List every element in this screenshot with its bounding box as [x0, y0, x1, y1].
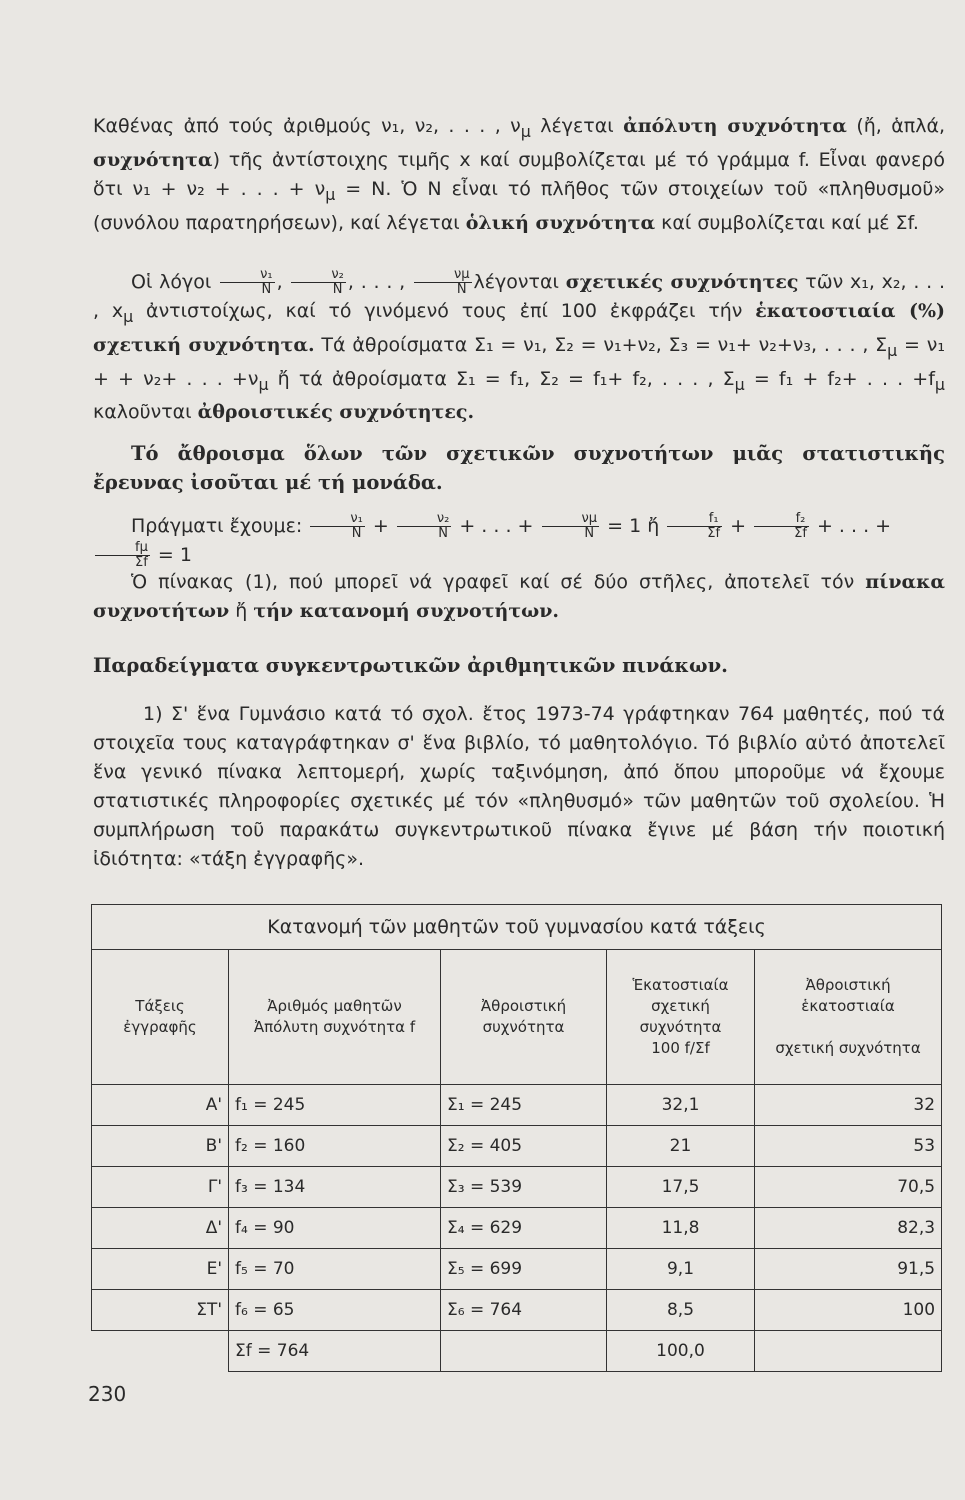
text: Καθένας ἀπό τούς ἀριθμούς ν₁, ν₂, . . . , ν: [93, 115, 521, 137]
cell-cum: 53: [755, 1126, 942, 1167]
cell-class: Ε': [92, 1249, 229, 1290]
cell-rel: 32,1: [607, 1085, 755, 1126]
text: = N. Ὁ N εἶναι τό πλῆθος τῶν στοιχείων τοῦ «πληθυσμοῦ» (συνόλου παρατηρήσεων), καί λέγεται: [93, 177, 945, 234]
text: = f₁ + f₂+ . . . +f: [744, 367, 935, 390]
bold-term: τήν κατανομή συχνοτήτων.: [253, 600, 559, 622]
cell-sum: Σ₆ = 764: [441, 1290, 607, 1331]
text: ) τῆς ἀντίστοιχης τιμῆς x καί συμβολίζεται μέ τό γράμμα f. Εἶναι φανερό ὅτι ν₁ + ν₂ + . . . + ν: [93, 148, 945, 200]
subscript: μ: [520, 121, 531, 141]
fraction: $\frac{\text{ν₁}}{N}$: [220, 268, 274, 297]
text: καί συμβολίζεται καί μέ Σf.: [655, 211, 919, 234]
text: Πράγματι ἔχουμε:: [131, 515, 303, 537]
bold-term: ἑκατοστιαία (%) σχετική συχνότητα.: [93, 300, 945, 356]
text: τῶν x₁, x₂, . . . , x: [93, 271, 946, 322]
paragraph-relative-frequency: Οἱ λόγοι $\frac{\text{ν₁}}{N}$ , $\frac{\text{ν₂}}{N}$ , . . . , $\frac{\nu\mu}{N}$ λέγονται σχετικές συχνότητες τῶν x₁, x₂, . . . , $x_\mu$ ἀντιστοίχως, καί τό γινόμενό τους ἐπί 100 ἐκφράζει τήν ἑκατοστιαία (%) σχετική συχνότητα. Τά ἀθροίσματα Σ₁ = ν₁, Σ₂ = ν₁+ν₂, Σ₃ = ν₁+ ν₂+ν₃, . . . , $\Sigma_\mu = \nu_1$ + + ν₂+ . . . $+\nu_\mu$ ἤ τά ἀθροίσματα Σ₁ = f₁, Σ₂ = f₁+ f₂, . . . , $\Sigma_\mu = f_1 + f_2+$ . . . $+f_\mu$ καλοῦνται ἀθροιστικές συχνότητες.: [93, 267, 946, 424]
table-row: [92, 1208, 942, 1249]
section-heading: Παραδείγματα συγκεντρωτικῶν ἀριθμητικῶν πινάκων.: [93, 654, 728, 677]
text: + . . . +: [816, 515, 892, 537]
paragraph-frequency-table: [93, 568, 945, 626]
cell-class: Γ': [92, 1167, 229, 1208]
table-row: [92, 1126, 942, 1167]
cell-cum: 82,3: [755, 1208, 942, 1249]
table-row: [92, 1290, 942, 1331]
text: λέγεται: [530, 115, 624, 137]
cell-sum: Σ₂ = 405: [441, 1126, 607, 1167]
text: Οἱ λόγοι: [131, 271, 212, 293]
table-row: [92, 1085, 942, 1126]
text: ἤ: [229, 600, 254, 622]
fraction: $\frac{\text{ν₂}}{N}$: [397, 512, 451, 541]
cell-f: f₆ = 65: [229, 1290, 441, 1331]
fraction: $\frac{\text{ν₂}}{N}$: [291, 268, 345, 297]
cell-f: f₅ = 70: [229, 1249, 441, 1290]
fraction: $\frac{\nu\mu}{N}$: [414, 268, 472, 297]
paragraph-example-1: 1) Σ' ἕνα Γυμνάσιο κατά τό σχολ. ἔτος 1973-74 γράφτηκαν 764 μαθητές, πού τά στοιχεῖα τους καταγράφτηκαν σ' ἕνα βιβλίο, τό μαθητολόγιο. Τό βιβλίο αὐτό ἀποτελεῖ ἕνα γενικό πίνακα λεπτομερή, χωρίς ταξινόμηση, ἀπό ὅπου μποροῦμε νά ἔχουμε στατιστικές πληροφορίες σχετικές μέ τόν «πληθυσμό» τῶν μαθητῶν τοῦ σχολείου. Ἡ συμπλήρωση τοῦ παρακάτω συγκεντρωτικοῦ πίνακα ἔγινε μέ βάση τήν ποιοτική ἰδιότητα: «τάξη ἐγγραφῆς».: [93, 703, 945, 870]
table-row: [92, 1167, 942, 1208]
header-cumulative: Ἀθροιστική συχνότητα: [441, 950, 607, 1085]
header-percent-relative: Ἑκατοστιαία σχετική συχνότητα 100 f/Σf: [607, 950, 755, 1085]
sum-formula: Πράγματι ἔχουμε: $\frac{\text{ν₁}}{N}$ + $\frac{\text{ν₂}}{N}$ + . . . + $\frac{\nu\mu}{N}$ = 1 ἤ $\frac{\text{f₁}}{\Sigma f}$ + $\frac{\text{f₂}}{\Sigma f}$ + . . . + $\frac{f\mu}{\Sigma f}$ = 1: [93, 512, 945, 570]
cell-f: f₁ = 245: [229, 1085, 441, 1126]
cell-sum: Σ₃ = 539: [441, 1167, 607, 1208]
cell-cum: 100: [755, 1290, 942, 1331]
distribution-table: [91, 904, 942, 1372]
text: καλοῦνται: [93, 401, 198, 424]
fraction: $\frac{f\mu}{\Sigma f}$: [95, 541, 150, 570]
cell-class: Δ': [92, 1208, 229, 1249]
fraction: $\frac{\text{f₂}}{\Sigma f}$: [754, 512, 809, 541]
cell-sum: Σ₄ = 629: [441, 1208, 607, 1249]
paragraph-absolute-frequency: [93, 112, 945, 238]
bold-statement: Τό ἄθροισμα ὅλων τῶν σχετικῶν συχνοτήτων μιᾶς στατιστικῆς ἔρευνας ἰσοῦται μέ τή μονάδα.: [93, 442, 945, 494]
bold-term: ἀπόλυτη συχνότητα: [623, 115, 847, 137]
bold-term: πίνακα συχνοτήτων: [93, 571, 945, 622]
cell-rel: 11,8: [607, 1208, 755, 1249]
cell-f: f₃ = 134: [229, 1167, 441, 1208]
bold-term: συχνότητα: [93, 148, 213, 171]
fraction: $\frac{\text{f₁}}{\Sigma f}$: [667, 512, 722, 541]
text: + . . . +: [459, 515, 534, 537]
table-total-row: [92, 1331, 942, 1372]
text: = ν₁ + + ν₂+ . . . +ν: [93, 333, 945, 390]
page-number: 230: [88, 1382, 127, 1406]
cell-sum: Σ₅ = 699: [441, 1249, 607, 1290]
text: = 1 ἤ: [607, 515, 660, 537]
text: ἤ τά ἀθροίσματα Σ₁ = f₁, Σ₂ = f₁+ f₂, . . . , Σ: [268, 367, 735, 390]
cell-cum: 32: [755, 1085, 942, 1126]
cell-class: Α': [92, 1085, 229, 1126]
table-row: [92, 1249, 942, 1290]
cell-cum: 91,5: [755, 1249, 942, 1290]
text: λέγονται: [473, 271, 566, 293]
bold-term: ὁλική συχνότητα: [465, 211, 656, 234]
bold-term: ἀθροιστικές συχνότητες.: [197, 401, 475, 424]
fraction: $\frac{\text{ν₁}}{N}$: [310, 512, 364, 541]
text: = 1: [157, 544, 192, 566]
header-absolute-frequency: Ἀριθμός μαθητῶν Ἀπόλυτη συχνότητα f: [229, 950, 441, 1085]
cell-rel: 8,5: [607, 1290, 755, 1331]
cell-rel: 21: [607, 1126, 755, 1167]
cell-sum: Σ₁ = 245: [441, 1085, 607, 1126]
text: ἀντιστοίχως, καί τό γινόμενό τους ἐπί 100 ἐκφράζει τήν: [133, 300, 756, 322]
cell-f: f₄ = 90: [229, 1208, 441, 1249]
text: Ὁ πίνακας (1), πού μπορεῖ νά γραφεῖ καί σέ δύο στῆλες, ἀποτελεῖ τόν: [131, 571, 866, 593]
text: (ἤ, ἁπλά,: [846, 115, 946, 137]
table-title: Κατανομή τῶν μαθητῶν τοῦ γυμνασίου κατά τάξεις: [92, 905, 942, 950]
cell-class: Β': [92, 1126, 229, 1167]
subscript: μ: [325, 184, 336, 204]
bold-term: σχετικές συχνότητες: [565, 271, 799, 293]
header-class: Τάξεις ἐγγραφῆς: [92, 950, 229, 1085]
cell-f: f₂ = 160: [229, 1126, 441, 1167]
total-relative: 100,0: [607, 1331, 755, 1372]
cell-rel: 17,5: [607, 1167, 755, 1208]
cell-rel: 9,1: [607, 1249, 755, 1290]
cell-class: ΣΤ': [92, 1290, 229, 1331]
fraction: $\frac{\nu\mu}{N}$: [542, 512, 600, 541]
text: Τά ἀθροίσματα Σ₁ = ν₁, Σ₂ = ν₁+ν₂, Σ₃ = ν₁+ ν₂+ν₃, . . . , Σ: [314, 333, 888, 356]
total-frequency: Σf = 764: [229, 1331, 441, 1372]
header-cumulative-percent: Ἀθροιστική ἑκατοστιαία σχετική συχνότητα: [755, 950, 942, 1085]
cell-cum: 70,5: [755, 1167, 942, 1208]
